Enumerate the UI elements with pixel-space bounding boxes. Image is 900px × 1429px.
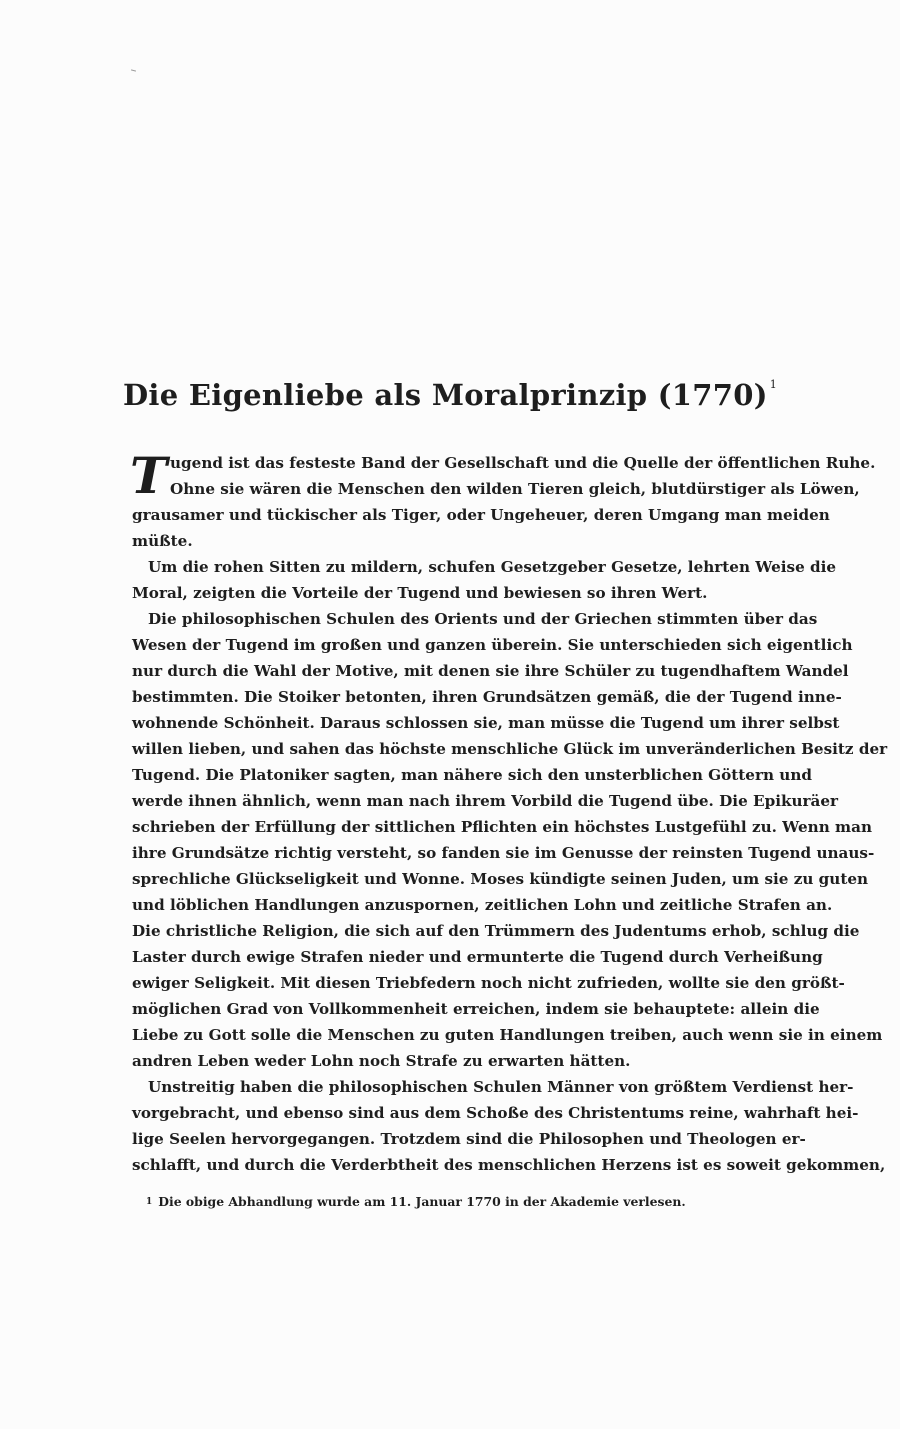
text-line: wohnende Schönheit. Daraus schlossen sie, man müsse die Tugend um ihrer selbst: [132, 714, 840, 732]
text-line: Wesen der Tugend im großen und ganzen überein. Sie unterschieden sich eigentlich: [132, 636, 853, 654]
paragraph-2: [132, 554, 837, 606]
text-line: andren Leben weder Lohn noch Strafe zu erwarten hätten.: [132, 1052, 631, 1070]
text-line: nur durch die Wahl der Motive, mit denen sie ihre Schüler zu tugendhaftem Wandel: [132, 662, 849, 680]
text-line: willen lieben, und sahen das höchste menschliche Glück im unveränderlichen Besitz der: [132, 740, 888, 758]
text-line: möglichen Grad von Vollkommenheit erreichen, indem sie behauptete: allein die: [132, 1000, 820, 1018]
text-line: werde ihnen ähnlich, wenn man nach ihrem Vorbild die Tugend übe. Die Epikuräer: [132, 792, 839, 810]
chapter-title: [0, 378, 900, 412]
body-text: [130, 446, 888, 1178]
footnote: [146, 1192, 746, 1212]
drop-cap: T: [130, 446, 168, 505]
text-line: Laster durch ewige Strafen nieder und ermunterte die Tugend durch Verheißung: [132, 948, 823, 966]
text-line: sprechliche Glückseligkeit und Wonne. Moses kündigte seinen Juden, um sie zu guten: [132, 870, 869, 888]
text-line: schrieben der Erfüllung der sittlichen Pflichten ein höchstes Lustgefühl zu. Wenn man: [132, 818, 872, 836]
text-line: ihre Grundsätze richtig versteht, so fanden sie im Genusse der reinsten Tugend unaus-: [132, 844, 875, 862]
title-footnote-mark: 1: [769, 378, 778, 391]
footnote-mark: 1: [146, 1197, 153, 1207]
chapter-title-text: Die Eigenliebe als Moralprinzip (1770): [122, 378, 768, 412]
text-line: Die christliche Religion, die sich auf den Trümmern des Judentums erhob, schlug die: [132, 922, 860, 940]
page-speck: [131, 69, 136, 71]
text-line: müßte.: [132, 532, 193, 550]
text-line: Liebe zu Gott solle die Menschen zu guten Handlungen treiben, auch wenn sie in einem: [132, 1026, 883, 1044]
footnote-text: Die obige Abhandlung wurde am 11. Januar 1770 in der Akademie verlesen.: [158, 1194, 686, 1209]
text-line: Unstreitig haben die philosophischen Schulen Männer von größtem Verdienst her-: [148, 1078, 854, 1096]
text-line: bestimmten. Die Stoiker betonten, ihren Grundsätzen gemäß, die der Tugend inne-: [132, 688, 842, 706]
text-line: und löblichen Handlungen anzuspornen, zeitlichen Lohn und zeitliche Strafen an.: [132, 896, 833, 914]
text-line: grausamer und tückischer als Tiger, oder Ungeheuer, deren Umgang man meiden: [132, 506, 830, 524]
text-line: schlafft, und durch die Verderbtheit des menschlichen Herzens ist es soweit gekommen,: [132, 1156, 886, 1174]
paragraph-4: [132, 1074, 886, 1178]
text-line: Die philosophischen Schulen des Orients und der Griechen stimmten über das: [148, 610, 818, 628]
text-line: Um die rohen Sitten zu mildern, schufen Gesetzgeber Gesetze, lehrten Weise die: [148, 558, 837, 576]
text-line: vorgebracht, und ebenso sind aus dem Schoße des Christentums reine, wahrhaft hei-: [132, 1104, 859, 1122]
text-line: ewiger Seligkeit. Mit diesen Triebfedern noch nicht zufrieden, wollte sie den größt-: [132, 974, 845, 992]
paragraph-1: [130, 446, 876, 554]
text-line: lige Seelen hervorgegangen. Trotzdem sind die Philosophen und Theologen er-: [132, 1130, 806, 1148]
text-line: Moral, zeigten die Vorteile der Tugend und bewiesen so ihren Wert.: [132, 584, 708, 602]
text-line: ugend ist das festeste Band der Gesellschaft und die Quelle der öffentlichen Ruhe.: [170, 454, 876, 472]
paragraph-3: [132, 606, 888, 1074]
text-line: Tugend. Die Platoniker sagten, man nähere sich den unsterblichen Göttern und: [132, 766, 812, 784]
text-line: Ohne sie wären die Menschen den wilden Tieren gleich, blutdürstiger als Löwen,: [170, 480, 860, 498]
